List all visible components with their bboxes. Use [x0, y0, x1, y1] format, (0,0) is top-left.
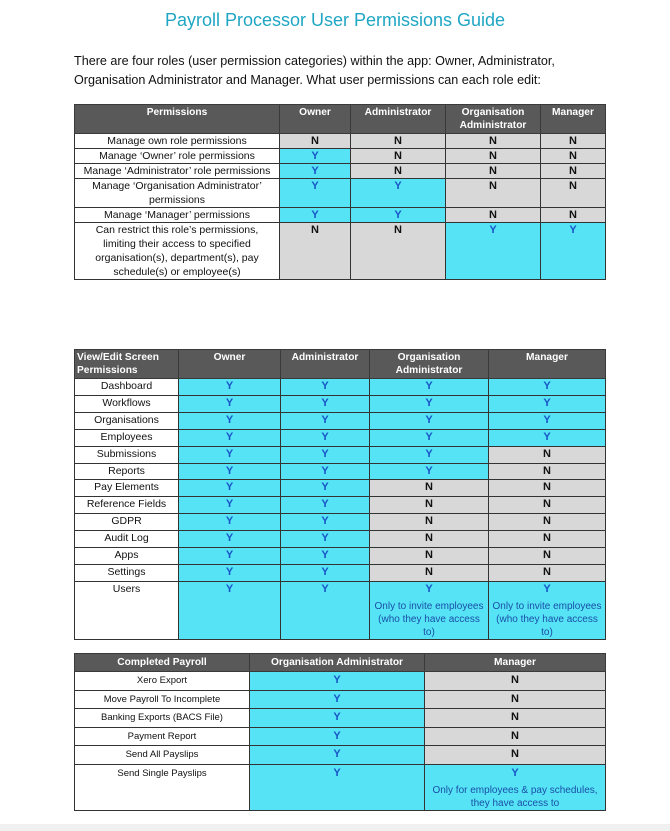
permission-value: N — [425, 481, 433, 494]
permission-value: N — [311, 224, 319, 236]
permission-cell — [250, 727, 425, 746]
permission-cell — [489, 548, 606, 565]
row-label: Banking Exports (BACS File) — [75, 709, 250, 728]
permission-value: Y — [225, 396, 234, 409]
row-label: Workflows — [75, 395, 179, 412]
row-label: Manage ‘Owner’ role permissions — [75, 149, 280, 164]
permission-value: Y — [225, 430, 234, 443]
permission-value: N — [543, 515, 551, 528]
document-title: Payroll Processor User Permissions Guide — [164, 10, 506, 30]
row-label: Settings — [75, 564, 179, 581]
permission-value: Y — [225, 447, 234, 460]
permission-cell — [179, 412, 281, 429]
permission-value: N — [489, 150, 497, 162]
permission-cell — [489, 395, 606, 412]
permission-cell — [489, 412, 606, 429]
permission-cell — [425, 690, 606, 709]
permission-cell — [281, 395, 370, 412]
table-row — [75, 746, 606, 765]
permission-value: N — [543, 498, 551, 511]
permission-value: Y — [225, 565, 234, 578]
permission-value: N — [489, 165, 497, 177]
permission-cell — [179, 480, 281, 497]
permission-value: Y — [225, 498, 234, 511]
permission-value: Y — [321, 380, 329, 392]
permission-cell — [281, 514, 370, 531]
table-row — [75, 208, 606, 223]
permission-cell — [250, 690, 425, 709]
permission-value: Y — [321, 396, 329, 409]
permission-value: Y — [394, 180, 402, 192]
permission-value: Y — [225, 481, 234, 494]
table-row — [75, 164, 606, 179]
row-label: Xero Export — [75, 672, 250, 691]
column-header: Owner — [280, 105, 351, 134]
permission-cell — [179, 581, 281, 639]
table-row — [75, 412, 606, 429]
permission-cell — [281, 480, 370, 497]
permission-cell — [281, 446, 370, 463]
permission-value: N — [569, 165, 577, 177]
permission-value: N — [489, 209, 497, 221]
permission-value: Y — [333, 729, 341, 742]
permission-cell — [280, 134, 351, 149]
table-row — [75, 709, 606, 728]
permission-cell — [489, 463, 606, 480]
permission-cell — [489, 379, 606, 396]
permission-cell — [351, 164, 446, 179]
table-row — [75, 134, 606, 149]
permission-note: Only for employees & pay schedules, they have access to — [432, 785, 598, 809]
permission-cell — [281, 463, 370, 480]
permission-note: Only to invite employees (who they have access to) — [492, 600, 602, 638]
permission-cell — [281, 564, 370, 581]
permission-value: N — [543, 549, 551, 562]
permission-value: Y — [321, 464, 329, 477]
permission-cell — [179, 429, 281, 446]
permission-value: Y — [321, 515, 329, 528]
row-label: Dashboard — [75, 379, 179, 396]
permission-value: N — [394, 165, 402, 177]
table-row — [75, 548, 606, 565]
permission-value: N — [489, 180, 497, 192]
table-row — [75, 764, 606, 811]
permission-value: N — [569, 150, 577, 162]
permission-value: N — [394, 135, 402, 147]
column-header: Manager — [489, 350, 606, 379]
permission-cell — [179, 497, 281, 514]
permission-cell — [250, 764, 425, 811]
permission-cell — [489, 564, 606, 581]
permission-cell — [179, 531, 281, 548]
permission-value: Y — [511, 766, 519, 779]
table-row — [75, 379, 606, 396]
permission-value: Y — [333, 748, 341, 760]
permission-value: Y — [225, 464, 234, 477]
permission-cell — [281, 548, 370, 565]
permission-cell — [179, 446, 281, 463]
permission-cell — [351, 179, 446, 208]
row-label: Payment Report — [75, 727, 250, 746]
table-row — [75, 179, 606, 208]
permission-cell — [425, 764, 606, 811]
permission-cell — [179, 548, 281, 565]
permission-cell — [541, 134, 606, 149]
table-header-row — [75, 654, 606, 672]
permission-value: N — [425, 565, 433, 578]
row-label: Manage ‘Administrator’ role permissions — [75, 164, 280, 179]
row-label: Pay Elements — [75, 480, 179, 497]
permission-cell — [281, 379, 370, 396]
permission-value: N — [489, 135, 497, 147]
permission-cell — [541, 208, 606, 223]
permission-cell — [446, 208, 541, 223]
permission-cell — [446, 223, 541, 280]
permission-value: N — [569, 180, 577, 192]
screen-permissions-table — [74, 349, 606, 640]
permission-value: Y — [225, 582, 234, 595]
table-row — [75, 581, 606, 639]
table-row — [75, 463, 606, 480]
permission-cell — [280, 208, 351, 223]
permission-value: Y — [425, 380, 433, 392]
table-row — [75, 446, 606, 463]
permission-cell — [425, 746, 606, 765]
permission-value: Y — [543, 430, 551, 443]
table-row — [75, 564, 606, 581]
permission-value: Y — [333, 766, 341, 779]
column-header: Organisation Administrator — [250, 654, 425, 672]
permission-cell — [351, 149, 446, 164]
column-header: Organisation Administrator — [370, 350, 489, 379]
permission-cell — [351, 208, 446, 223]
permission-value: Y — [225, 549, 234, 562]
permission-value: Y — [333, 692, 341, 705]
permission-value: Y — [321, 532, 329, 545]
row-label: Reference Fields — [75, 497, 179, 514]
permission-cell — [370, 564, 489, 581]
permission-cell — [280, 149, 351, 164]
permission-cell — [370, 395, 489, 412]
permission-cell — [280, 179, 351, 208]
permission-value: Y — [489, 224, 497, 236]
permission-cell — [370, 429, 489, 446]
permission-cell — [370, 412, 489, 429]
permission-cell — [370, 480, 489, 497]
permission-cell — [489, 497, 606, 514]
intro-paragraph: There are four roles (user permission categories) within the app: Owner, Administrator, Organisation Administrator and Manager. What user permissions can each role edit: — [74, 54, 555, 87]
permission-value: N — [543, 447, 551, 460]
row-label: Audit Log — [75, 531, 179, 548]
permission-value: N — [569, 135, 577, 147]
permission-cell — [281, 581, 370, 639]
permission-cell — [179, 564, 281, 581]
permission-value: Y — [321, 413, 329, 426]
permission-cell — [280, 164, 351, 179]
row-label: Send Single Payslips — [75, 764, 250, 811]
column-header: View/Edit Screen Permissions — [75, 350, 179, 379]
permission-cell — [541, 223, 606, 280]
permission-cell — [370, 446, 489, 463]
table-row — [75, 480, 606, 497]
column-header: Completed Payroll — [75, 654, 250, 672]
permission-cell — [281, 429, 370, 446]
permission-cell — [541, 179, 606, 208]
permission-value: N — [511, 748, 519, 760]
permission-cell — [425, 727, 606, 746]
permission-cell — [179, 463, 281, 480]
permission-value: N — [511, 674, 519, 686]
permission-value: N — [543, 532, 551, 545]
permission-value: Y — [321, 549, 329, 562]
table-row — [75, 429, 606, 446]
table-row — [75, 672, 606, 691]
permission-value: N — [425, 549, 433, 562]
permission-value: Y — [425, 582, 433, 595]
permission-cell — [179, 514, 281, 531]
table-row — [75, 149, 606, 164]
row-label: Manage ‘Organisation Administrator’ permissions — [75, 179, 280, 208]
permission-value: N — [394, 224, 402, 236]
permission-cell — [370, 581, 489, 639]
permission-cell — [489, 446, 606, 463]
column-header: Owner — [179, 350, 281, 379]
column-header: Administrator — [351, 105, 446, 134]
permission-value: N — [394, 150, 402, 162]
permission-cell — [446, 179, 541, 208]
permission-cell — [489, 514, 606, 531]
table-header-row — [75, 105, 606, 134]
permission-cell — [446, 164, 541, 179]
permission-cell — [250, 746, 425, 765]
row-label: Reports — [75, 463, 179, 480]
row-label: Manage own role permissions — [75, 134, 280, 149]
permission-cell — [370, 514, 489, 531]
permission-value: Y — [425, 396, 433, 409]
permission-cell — [351, 223, 446, 280]
permission-value: Y — [333, 674, 341, 686]
permission-cell — [281, 497, 370, 514]
table-row — [75, 531, 606, 548]
permission-value: Y — [225, 413, 234, 426]
permission-cell — [370, 463, 489, 480]
permission-value: Y — [321, 582, 329, 595]
permission-value: Y — [543, 380, 551, 392]
column-header: Organisation Administrator — [446, 105, 541, 134]
permission-value: N — [425, 498, 433, 511]
permission-cell — [179, 379, 281, 396]
permission-value: N — [425, 515, 433, 528]
permission-cell — [250, 672, 425, 691]
page-bottom-edge — [0, 824, 670, 831]
permission-cell — [425, 709, 606, 728]
row-label: Move Payroll To Incomplete — [75, 690, 250, 709]
row-label: Organisations — [75, 412, 179, 429]
row-label: Employees — [75, 429, 179, 446]
permission-value: Y — [321, 565, 329, 578]
permission-cell — [425, 672, 606, 691]
permission-cell — [280, 223, 351, 280]
permission-value: Y — [333, 711, 341, 723]
permission-value: Y — [321, 481, 329, 494]
permission-value: Y — [311, 180, 319, 192]
permission-cell — [351, 134, 446, 149]
permission-cell — [489, 480, 606, 497]
permission-value: Y — [543, 413, 551, 426]
table-row — [75, 690, 606, 709]
permission-cell — [250, 709, 425, 728]
permission-value: Y — [425, 430, 433, 443]
permission-cell — [541, 149, 606, 164]
column-header: Manager — [425, 654, 606, 672]
table-row — [75, 727, 606, 746]
permission-cell — [489, 531, 606, 548]
row-label: Manage ‘Manager’ permissions — [75, 208, 280, 223]
column-header: Manager — [541, 105, 606, 134]
permission-cell — [489, 429, 606, 446]
permission-value: Y — [425, 464, 433, 477]
permission-value: N — [511, 729, 519, 742]
permission-cell — [370, 497, 489, 514]
row-label: GDPR — [75, 514, 179, 531]
permission-cell — [489, 581, 606, 639]
permission-cell — [370, 531, 489, 548]
column-header: Permissions — [75, 105, 280, 134]
permission-note: Only to invite employees (who they have access to) — [374, 600, 484, 638]
role-permissions-table — [74, 104, 606, 280]
permission-value: N — [543, 565, 551, 578]
row-label: Send All Payslips — [75, 746, 250, 765]
permission-value: N — [543, 481, 551, 494]
permission-value: Y — [225, 515, 234, 528]
table-row — [75, 497, 606, 514]
permission-cell — [179, 395, 281, 412]
permission-value: N — [569, 209, 577, 221]
permission-value: Y — [394, 209, 402, 221]
column-header: Administrator — [281, 350, 370, 379]
permission-value: Y — [425, 447, 433, 460]
permission-value: Y — [311, 150, 319, 162]
permission-value: N — [425, 532, 433, 545]
table-row — [75, 223, 606, 280]
permission-cell — [446, 134, 541, 149]
row-label: Apps — [75, 548, 179, 565]
permission-cell — [370, 379, 489, 396]
permission-value: Y — [425, 413, 433, 426]
permission-value: N — [511, 692, 519, 705]
permission-value: Y — [225, 532, 234, 545]
permission-value: Y — [311, 165, 319, 177]
permission-cell — [370, 548, 489, 565]
row-label: Submissions — [75, 446, 179, 463]
permission-cell — [446, 149, 541, 164]
row-label: Can restrict this role’s permissions, limiting their access to specified organisation(s), department(s), pay schedule(s) or employee(s) — [75, 223, 280, 280]
permission-value: Y — [311, 209, 319, 221]
permission-cell — [541, 164, 606, 179]
permission-value: Y — [321, 447, 329, 460]
table-row — [75, 514, 606, 531]
permission-cell — [281, 412, 370, 429]
permission-value: Y — [543, 582, 551, 595]
permission-value: Y — [569, 224, 577, 236]
table-header-row — [75, 350, 606, 379]
permission-value: N — [543, 464, 551, 477]
permission-value: N — [511, 711, 519, 723]
permission-value: N — [311, 135, 319, 147]
permission-value: Y — [543, 396, 551, 409]
table-row — [75, 395, 606, 412]
permission-value: Y — [321, 498, 329, 511]
permission-value: Y — [321, 430, 329, 443]
permission-cell — [281, 531, 370, 548]
row-label: Users — [75, 581, 179, 639]
completed-payroll-table — [74, 653, 606, 811]
permission-value: Y — [225, 380, 234, 392]
